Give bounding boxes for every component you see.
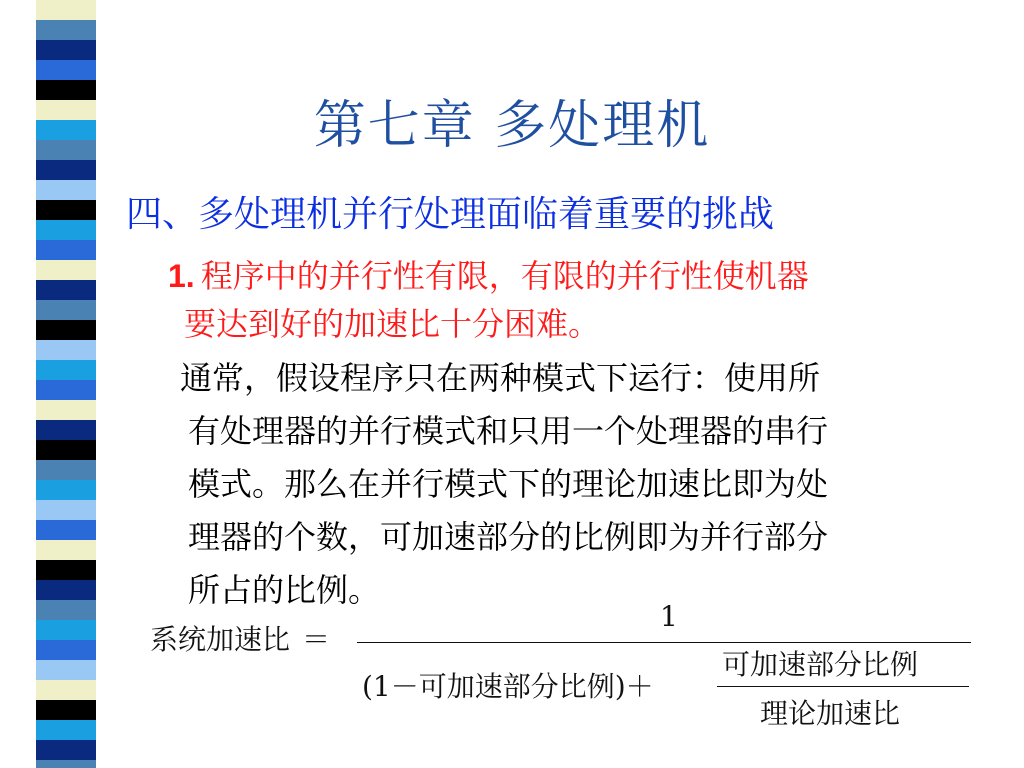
formula-equals: ＝ (302, 623, 331, 656)
formula-inner-denominator: 理论加速比 (760, 697, 901, 730)
formula-denominator-left: (1－可加速部分比例)＋ (362, 670, 654, 703)
formula-numerator: 1 (660, 600, 678, 633)
point-line-2: 要达到好的加速比十分困难。 (184, 305, 601, 343)
page-title: 第七章 多处理机 (313, 96, 711, 156)
body-line: 有处理器的并行模式和只用一个处理器的串行 (188, 412, 829, 450)
point-number: 1. (168, 258, 195, 294)
body-line: 理器的个数，可加速部分的比例即为并行部分 (188, 518, 829, 556)
formula-main-fraction-bar (357, 642, 971, 643)
formula-inner-numerator: 可加速部分比例 (722, 648, 919, 681)
body-line: 所占的比例。 (188, 571, 381, 609)
body-line: 模式。那么在并行模式下的理论加速比即为处 (188, 465, 829, 503)
formula-inner-fraction-bar (717, 686, 969, 687)
section-heading: 四、多处理机并行处理面临着重要的挑战 (126, 194, 775, 235)
formula-lhs: 系统加速比 (150, 623, 291, 656)
point-line-1: 程序中的并行性有限，有限的并行性使机器 (200, 257, 809, 295)
body-line: 通常，假设程序只在两种模式下运行：使用所 (180, 359, 821, 397)
